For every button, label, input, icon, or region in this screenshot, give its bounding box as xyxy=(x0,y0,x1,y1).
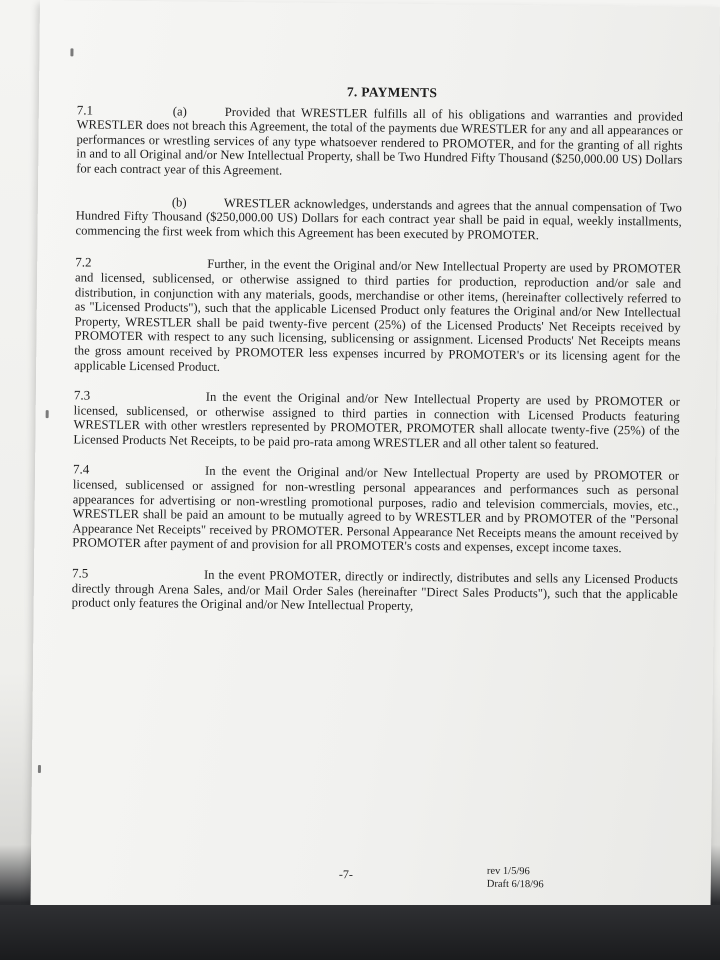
paragraph-text: WRESTLER acknowledges, understands and agrees that the annual compensation of Two Hundred Fifty Thousand ($250,000.00 US) Dollars for each contract year shall be paid in equal, weekly installments, commencing the first week from which this Agreement has been executed by PROMOTER. xyxy=(75,195,682,242)
subsection-label: (b) xyxy=(171,194,187,210)
section-number: 7.3 xyxy=(73,387,91,403)
paragraph-7-4 xyxy=(72,463,679,557)
section-heading: 7. PAYMENTS xyxy=(346,84,438,101)
revision-info xyxy=(487,865,544,892)
section-number: 7.2 xyxy=(75,254,92,270)
paragraph-text: In the event the Original and/or New Intellectual Property are used by PROMOTER or licensed, sublicensed, or otherwise assigned to third parties in connection with Licensed Products featuring WRESTLER with other wrestlers represented by PROMOTER, PROMOTER shall allocate twenty-five (25%) of the Licensed Products Net Receipts, to be paid pro-rata among WRESTLER and all other talent so featured. xyxy=(73,389,680,452)
section-number xyxy=(76,205,172,206)
paragraph-text: In the event PROMOTER, directly or indirectly, distributes and sells any Licensed Products directly through Arena Sales, and/or Mail Order Sales (hereinafter "Direct Sales Products"), such that the applicable product only features the Original and/or New Intellectual Property, xyxy=(71,567,679,614)
paragraph-text: Provided that WRESTLER fulfills all of his obligations and warranties and provided WRESTLER does not breach this Agreement, the total of the payments due WRESTLER for any and all appearances or performances or wrestling services of any type whatsoever rendered to PROMOTER, and for the granting of all rights in and to all Original and/or New Intellectual Property, shall be Two Hundred Fifty Thousand ($250,000.00 US) Dollars for each contract year of this Agreement. xyxy=(76,104,683,178)
paragraph-7-2 xyxy=(74,256,681,379)
paragraph-7-1-b xyxy=(76,194,682,244)
binder-hole-mark xyxy=(46,410,49,418)
revision-date: rev 1/5/96 xyxy=(486,865,530,878)
section-number: 7.5 xyxy=(71,565,89,581)
page-footer xyxy=(69,860,675,906)
section-number: 7.4 xyxy=(73,461,90,478)
document-page xyxy=(31,0,720,912)
subsection-label: (a) xyxy=(172,103,187,119)
page-number: -7- xyxy=(338,867,353,882)
document-content xyxy=(71,82,683,891)
binder-hole-mark xyxy=(70,48,73,56)
paragraph-7-3 xyxy=(73,388,680,453)
paragraph-7-5 xyxy=(72,566,678,616)
section-number: 7.1 xyxy=(76,101,94,118)
paragraph-7-1-a xyxy=(76,103,683,182)
binder-hole-mark xyxy=(38,765,41,773)
paragraph-text: In the event the Original and/or New Intellectual Property are used by PROMOTER or licensed, sublicensed or assigned for non-wrestling personal appearances and performances such as personal appearances for advertising or non-wrestling promotional purposes, radio and television commercials, movies, etc., WRESTLER shall be paid an amount to be mutually agreed to by WRESTLER and by PROMOTER of the "Personal Appearance Net Receipts" received by PROMOTER. Personal Appearance Net Receipts means the amount received by PROMOTER after payment of and provision for all PROMOTER's costs and expenses, except income taxes. xyxy=(72,464,680,556)
draft-date: Draft 6/18/96 xyxy=(486,878,544,891)
paragraph-text: Further, in the event the Original and/or New Intellectual Property are used by PROMOTER and licensed, sublicensed, or otherwise assigned to third parties for production, reproduction and/or sale and distribution, in conjunction with any materials, goods, merchandise or other items, (hereinafter collectively referred to as "Licensed Products"), such that the applicable Licensed Product only features the Original and/or New Intellectual Property, WRESTLER shall be paid twenty-five percent (25%) of the Licensed Products' Net Receipts received by PROMOTER with respect to any such licensing, sublicensing or assignment. Licensed Products' Net Receipts means the gross amount received by PROMOTER less expenses incurred by PROMOTER's or its licensing agent for the applicable Licensed Product. xyxy=(74,257,682,374)
desk-shadow xyxy=(0,905,720,960)
